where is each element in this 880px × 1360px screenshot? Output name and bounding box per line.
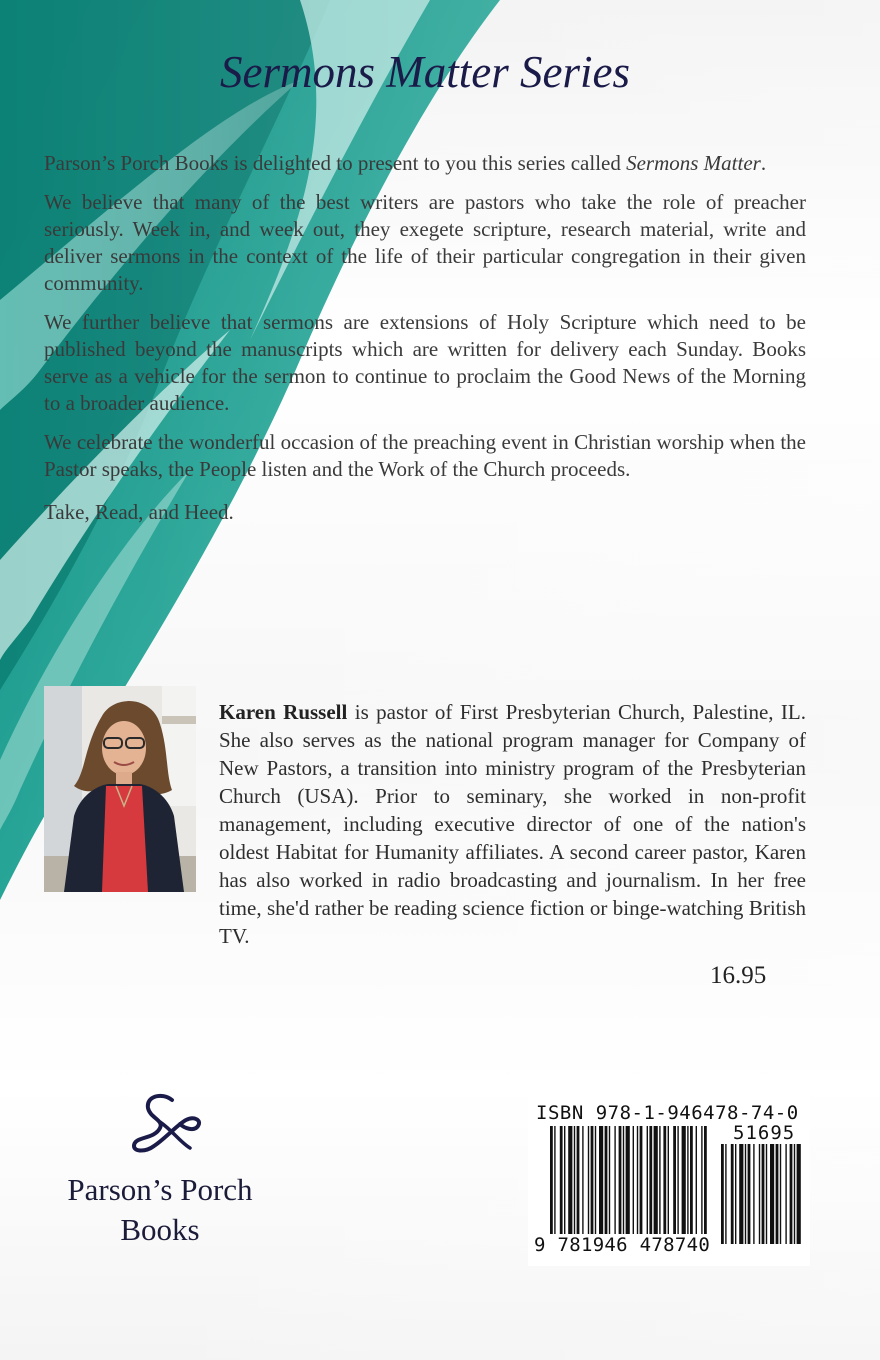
barcode-bar — [794, 1144, 795, 1244]
author-bio — [219, 698, 806, 950]
barcode-bar — [605, 1126, 608, 1244]
barcode-bar — [591, 1126, 594, 1244]
barcode-bar — [637, 1126, 638, 1244]
ampersand-logo-icon — [120, 1090, 210, 1154]
ampersand-glyph — [120, 1090, 210, 1154]
barcode-bar — [690, 1126, 693, 1244]
barcode-bar — [668, 1126, 669, 1244]
barcode-bar — [770, 1144, 774, 1244]
barcode-bar — [776, 1144, 779, 1244]
barcode-price-code: 51695 — [733, 1122, 796, 1144]
barcode-bar — [780, 1144, 781, 1244]
barcode-bar — [647, 1126, 648, 1244]
intro-paragraph-2: We believe that many of the best writers are pastors who take the role of preacher seriously. Week in, and week out, they exegete scripture, research material, write and deliver sermons in the context of the life of their particular congregation in their given community. — [44, 190, 806, 295]
barcode-bar — [721, 1144, 724, 1244]
barcode-bar — [640, 1126, 643, 1244]
barcode-bar — [696, 1126, 697, 1244]
barcode-bar — [731, 1144, 734, 1244]
addon-barcode-bars — [721, 1144, 801, 1244]
barcode-bar — [595, 1126, 596, 1244]
barcode-bar — [790, 1144, 793, 1244]
barcode-bar — [663, 1126, 666, 1244]
barcode-bar — [554, 1126, 555, 1244]
author-name: Karen Russell — [219, 700, 348, 724]
author-bio-text: is pastor of First Presbyterian Church, Palestine, IL. She also serves as the national program manager for Company of New Pastors, a transition into ministry program of the Presbyterian Church (USA). Prior to seminary, she worked in non-profit management, including executive director of one of the nation's oldest Habitat for Humanity affiliates. A second career pastor, Karen has also worked in radio broadcasting and journalism. In her free time, she'd rather be reading science fiction or binge-watching British TV. — [219, 700, 806, 948]
barcode-bar — [725, 1144, 726, 1244]
barcode-bar — [745, 1144, 746, 1244]
publisher-name-line-2: Books — [120, 1212, 200, 1247]
barcode-bar — [654, 1126, 658, 1244]
isbn-barcode — [528, 1096, 810, 1266]
barcode-bar — [682, 1126, 686, 1244]
barcode-bar — [687, 1126, 688, 1244]
barcode-bar — [609, 1126, 610, 1244]
ean-barcode-bars — [550, 1126, 710, 1244]
barcode-bar — [785, 1144, 786, 1244]
barcode-bar — [568, 1126, 572, 1244]
barcode-bar — [582, 1126, 583, 1244]
price-label: 16.95 — [710, 962, 767, 989]
barcode-bar — [748, 1144, 751, 1244]
series-title: Sermons Matter Series — [220, 47, 630, 97]
barcode-bar — [759, 1144, 760, 1244]
barcode-bar — [762, 1144, 765, 1244]
intro-p1-text: Parson’s Porch Books is delighted to present to you this series called — [44, 151, 627, 175]
barcode-bar — [564, 1126, 565, 1244]
series-introduction — [44, 150, 806, 538]
isbn-number: ISBN 978-1-946478-74-0 — [536, 1102, 799, 1124]
barcode-bar — [797, 1144, 801, 1244]
barcode-bar — [574, 1126, 575, 1244]
barcode-bar — [735, 1144, 736, 1244]
barcode-bar — [577, 1126, 580, 1244]
barcode-bar — [619, 1126, 622, 1244]
intro-paragraph-4: We celebrate the wonderful occasion of the preaching event in Christian worship when the Pastor speaks, the People listen and the Work of the Church proceeds. — [44, 430, 806, 481]
barcode-bar — [704, 1126, 707, 1244]
barcode-bar — [588, 1126, 589, 1244]
intro-paragraph-1 — [44, 150, 806, 177]
ean-digits: 9 781946 478740 — [534, 1234, 711, 1256]
intro-paragraph-3: We further believe that sermons are extensions of Holy Scripture which need to be published beyond the manuscripts which are written for delivery each Sunday. Books serve as a vehicle for the sermon to continue to proclaim the Good News of the Morning to a broader audience. — [44, 310, 806, 415]
barcode-bar — [673, 1126, 676, 1244]
publisher-name — [40, 1170, 280, 1250]
barcode-bar — [623, 1126, 624, 1244]
barcode-bar — [659, 1126, 660, 1244]
barcode-bar — [701, 1126, 702, 1244]
barcode-bar — [753, 1144, 754, 1244]
author-photo — [44, 686, 196, 892]
intro-p1-end: . — [760, 151, 767, 175]
barcode-bar — [633, 1126, 634, 1244]
barcode-bar — [626, 1126, 630, 1244]
barcode-bar — [560, 1126, 563, 1244]
barcode-bar — [550, 1126, 553, 1244]
barcode-bar — [677, 1126, 678, 1244]
barcode-bar — [599, 1126, 603, 1244]
author-portrait-illustration — [44, 686, 196, 892]
intro-p1-italic: Sermons Matter — [626, 151, 761, 175]
barcode-bar — [614, 1126, 615, 1244]
publisher-name-line-1: Parson’s Porch — [67, 1172, 253, 1207]
barcode-bar — [739, 1144, 743, 1244]
intro-paragraph-5: Take, Read, and Heed. — [44, 500, 234, 524]
barcode-bar — [649, 1126, 652, 1244]
barcode-bar — [766, 1144, 767, 1244]
